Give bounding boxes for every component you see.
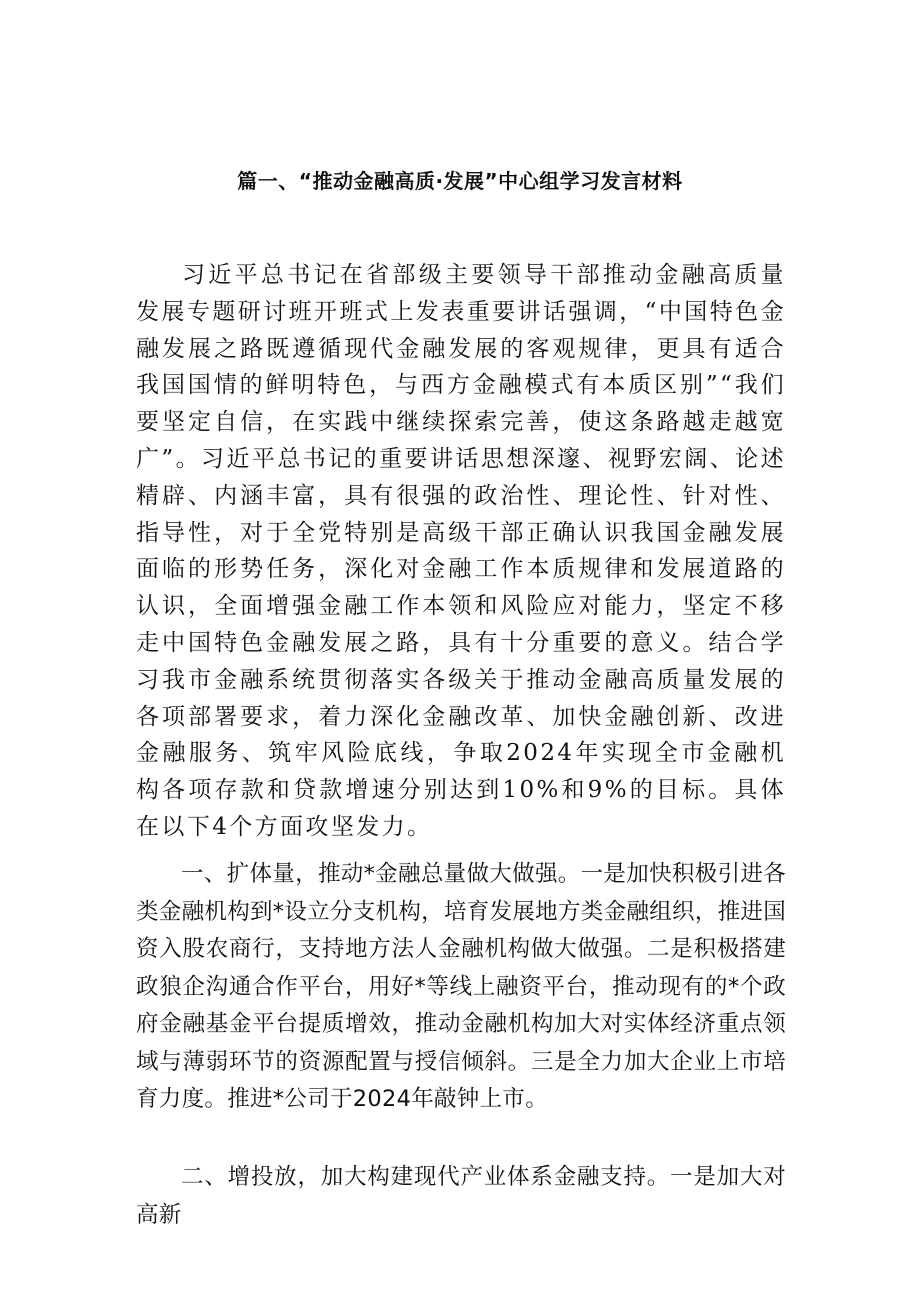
document-title: 篇一、“推动金融高质·发展”中心组学习发言材料 — [237, 169, 683, 193]
section-1-paragraph: 一、扩体量，推动*金融总量做大做强。一是加快积极引进各类金融机构到*设立分支机构，培育发展地方类金融组织，推进国资入股农商行，支持地方法人金融机构做大做强。二是积极搭建政狼企沟通合作平台，用好*等线上融资平台，推动现有的*个政府金融基金平台提质增效，推动金融机构加大对实体经济重点领域与薄弱环节的资源配置与授信倾斜。三是全力加大企业上市培育力度。推进*公司于2024年敲钟上市。 — [136, 861, 786, 1112]
intro-paragraph: 习近平总书记在省部级主要领导干部推动金融高质量发展专题研讨班开班式上发表重要讲话强调，“中国特色金融发展之路既遵循现代金融发展的客观规律，更具有适合我国国情的鲜明特色，与西方金融模式有本质区别”“我们要坚定自信，在实践中继续探索完善，使这条路越走越宽广”。习近平总书记的重要讲话思想深邃、视野宏阔、论述精辟、内涵丰富，具有很强的政治性、理论性、针对性、指导性，对于全党特别是高级干部正确认识我国金融发展面临的形势任务，深化对金融工作本质规律和发展道路的认识，全面增强金融工作本领和风险应对能力，坚定不移走中国特色金融发展之路，具有十分重要的意义。结合学习我市金融系统贯彻落实各级关于推动金融高质量发展的各项部署要求，着力深化金融改革、加快金融创新、改进金融服务、筑牢风险底线，争取2024年实现全市金融机构各项存款和贷款增速分别达到10%和9%的目标。具体在以下4个方面攻坚发力。 — [136, 262, 786, 840]
section-2-paragraph: 二、增投放，加大构建现代产业体系金融支持。一是加大对高新 — [136, 1164, 786, 1228]
